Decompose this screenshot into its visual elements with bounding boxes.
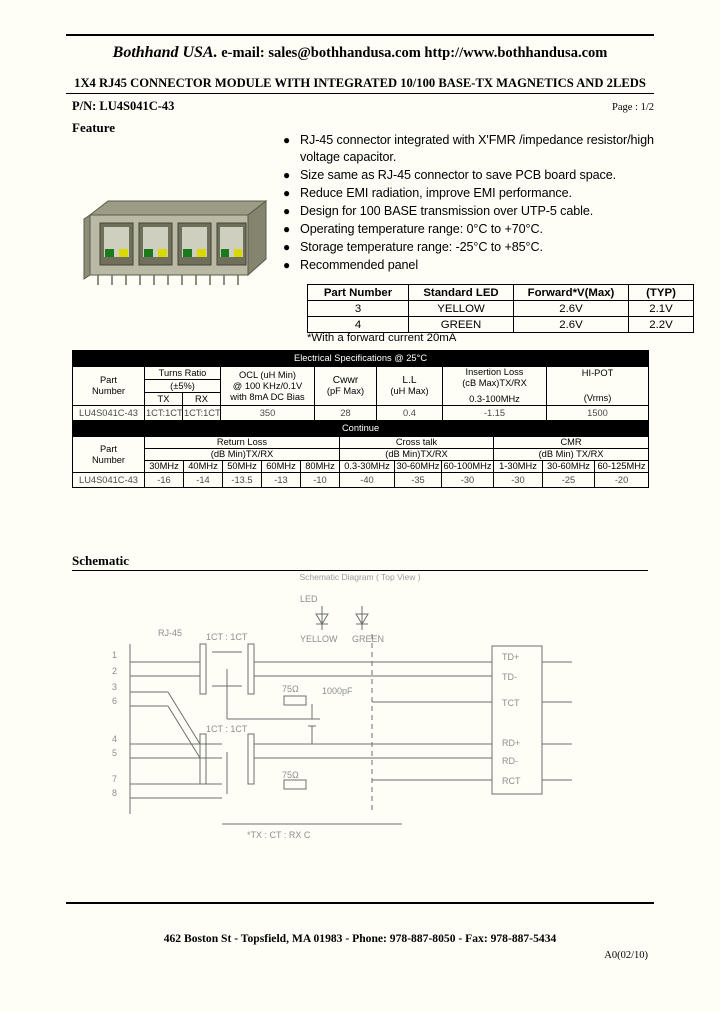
svg-text:6: 6 xyxy=(112,696,118,706)
part-number: P/N: LU4S041C-43 xyxy=(72,99,175,113)
text: (pF Max) xyxy=(326,386,365,396)
spec-table-continue xyxy=(72,420,649,488)
cell-tx: TX xyxy=(145,393,183,406)
cell: -14 xyxy=(184,473,223,488)
cell: 2.6V xyxy=(514,301,629,317)
svg-text:75Ω: 75Ω xyxy=(282,684,299,694)
cell: -30 xyxy=(442,473,494,488)
feature-text: Operating temperature range: 0°C to +70°C. xyxy=(300,222,543,236)
cell: 60-100MHz xyxy=(443,461,492,471)
cell: 40MHz xyxy=(184,461,223,473)
svg-text:RD-: RD- xyxy=(502,756,518,766)
table-row xyxy=(73,473,649,488)
electrical-specifications xyxy=(72,350,648,488)
cell: 30-60MHz xyxy=(395,461,442,473)
text: 0.3-100MHz xyxy=(469,394,520,404)
bullet-icon: ● xyxy=(283,240,291,254)
cell-cross-talk: Cross talk xyxy=(340,437,494,449)
schematic-caption: Schematic Diagram ( Top View ) xyxy=(299,572,421,582)
svg-text:*TX : CT : RX C: *TX : CT : RX C xyxy=(247,830,311,840)
svg-text:3: 3 xyxy=(112,682,118,692)
brand-name: Bothhand USA. xyxy=(112,44,218,61)
svg-text:1000pF: 1000pF xyxy=(322,686,353,696)
cell-ll xyxy=(377,367,443,406)
table-row xyxy=(308,285,694,301)
feature-text: Recommended panel xyxy=(300,258,419,272)
cell: 4 xyxy=(308,317,409,333)
label-rj45: RJ-45 xyxy=(158,628,183,638)
cell: 0.4 xyxy=(377,406,443,421)
text: Number xyxy=(91,386,126,396)
svg-text:YELLOW: YELLOW xyxy=(300,634,338,644)
cell: -1.15 xyxy=(443,406,547,421)
bullet-icon: ● xyxy=(283,258,291,272)
cell: 30-60MHz xyxy=(543,461,595,473)
svg-text:75Ω: 75Ω xyxy=(282,770,299,780)
cell-return-loss: Return Loss xyxy=(145,437,340,449)
bullet-icon: ● xyxy=(283,222,291,236)
title-divider xyxy=(66,93,654,94)
cell-cross-talk-unit: (dB Min)TX/RX xyxy=(340,449,494,461)
cell-part-number-header xyxy=(73,367,145,406)
text: @ 100 KHz/0.1V xyxy=(232,380,303,391)
bullet-icon: ● xyxy=(283,186,291,200)
table-row xyxy=(73,406,649,421)
cell: -10 xyxy=(301,473,340,488)
brand-header xyxy=(66,44,654,62)
list-item xyxy=(283,185,655,202)
text: OCL (uH Min) xyxy=(239,369,296,380)
feature-list xyxy=(283,132,655,275)
cell: GREEN xyxy=(409,317,514,333)
schematic-heading: Schematic xyxy=(72,553,130,568)
svg-text:2: 2 xyxy=(112,666,118,676)
continue-band: Continue xyxy=(73,421,649,437)
cell: 60MHz xyxy=(262,461,301,473)
text: Insertion Loss xyxy=(465,367,524,377)
cell-return-loss-unit: (dB Min)TX/RX xyxy=(145,449,340,461)
table-row xyxy=(73,421,649,437)
cell: -40 xyxy=(340,473,395,488)
schematic-drawing xyxy=(72,584,648,852)
text: Cwwr xyxy=(332,375,359,386)
cell-rx: RX xyxy=(183,393,221,406)
cell-ocl xyxy=(221,367,315,406)
table-row xyxy=(308,317,694,333)
list-item xyxy=(283,132,655,166)
text: L.L xyxy=(402,375,417,386)
svg-text:4: 4 xyxy=(112,734,118,744)
footer-address: 462 Boston St - Topsfield, MA 01983 - Phone: 978-887-8050 - Fax: 978-887-5434 xyxy=(163,932,557,945)
cell: 2.1V xyxy=(629,301,694,317)
cell: -25 xyxy=(543,473,595,488)
feature-text: Design for 100 BASE transmission over UTP-5 cable. xyxy=(300,204,594,218)
svg-text:7: 7 xyxy=(112,774,118,784)
cell: 2.2V xyxy=(629,317,694,333)
list-item xyxy=(283,221,655,238)
footer-divider xyxy=(66,902,654,904)
cell: 0.3-30MHz xyxy=(340,461,395,473)
text: Part xyxy=(99,443,118,454)
cell: 3 xyxy=(308,301,409,317)
svg-text:RD+: RD+ xyxy=(502,738,521,748)
text: Part xyxy=(99,375,118,385)
text: (uH Max) xyxy=(390,386,429,396)
cell-cww xyxy=(315,367,377,406)
list-item xyxy=(283,257,655,274)
cell-cmr: CMR xyxy=(494,437,649,449)
svg-text:TD+: TD+ xyxy=(502,652,520,662)
cell-insertion-loss xyxy=(443,367,547,406)
col-forward-v: Forward*V(Max) xyxy=(514,285,629,301)
schematic-diagram xyxy=(72,572,648,852)
cell-part-number-header xyxy=(73,437,145,473)
top-divider xyxy=(66,34,654,36)
bullet-icon: ● xyxy=(283,168,291,182)
svg-text:GREEN: GREEN xyxy=(352,634,385,644)
svg-text:1CT : 1CT: 1CT : 1CT xyxy=(206,724,248,734)
feature-text: Size same as RJ-45 connector to save PCB board space. xyxy=(300,168,617,182)
cell: 28 xyxy=(315,406,377,421)
cell: 350 xyxy=(221,406,315,421)
spec-table-main xyxy=(72,350,649,421)
schematic-divider xyxy=(72,570,648,571)
text: with 8mA DC Bias xyxy=(230,391,305,402)
list-item xyxy=(283,203,655,220)
cell: 1-30MHz xyxy=(494,461,543,473)
svg-text:LED: LED xyxy=(300,594,318,604)
cell: -13 xyxy=(262,473,301,488)
table-row xyxy=(73,351,649,367)
table-row xyxy=(308,301,694,317)
cell-turns-tolerance: (±5%) xyxy=(145,380,221,393)
document-title: 1X4 RJ45 CONNECTOR MODULE WITH INTEGRATED 10/100 BASE-TX MAGNETICS AND 2LEDS xyxy=(74,76,646,90)
cell: LU4S041C-43 xyxy=(73,473,145,488)
connector-photo xyxy=(78,197,268,289)
svg-text:TD-: TD- xyxy=(502,672,517,682)
cell: 50MHz xyxy=(223,461,262,473)
text: (cB Max)TX/RX xyxy=(462,378,527,388)
svg-text:RCT: RCT xyxy=(502,776,521,786)
cell: 2.6V xyxy=(514,317,629,333)
cell-cmr-unit: (dB Min) TX/RX xyxy=(494,449,649,461)
text: Number xyxy=(91,454,126,465)
cell: 1CT:1CT xyxy=(145,406,183,421)
feature-text: RJ-45 connector integrated with X'FMR /impedance resistor/high voltage capacitor. xyxy=(300,133,654,164)
cell: -35 xyxy=(395,473,442,488)
svg-text:1CT : 1CT: 1CT : 1CT xyxy=(206,632,248,642)
list-item xyxy=(283,167,655,184)
col-part-number: Part Number xyxy=(308,285,409,301)
cell-turns-ratio: Turns Ratio xyxy=(145,367,221,380)
bullet-icon: ● xyxy=(283,133,291,147)
feature-text: Reduce EMI radiation, improve EMI performance. xyxy=(300,186,572,200)
text: HI-POT xyxy=(581,368,614,378)
cell-hipot xyxy=(547,367,649,406)
feature-heading: Feature xyxy=(72,120,116,135)
cell: 30MHz xyxy=(145,461,184,473)
list-item xyxy=(283,239,655,256)
spec-band-title: Electrical Specifications @ 25°C xyxy=(73,351,649,367)
cell: -13.5 xyxy=(223,473,262,488)
cell: -30 xyxy=(494,473,543,488)
cell: -20 xyxy=(595,473,649,488)
cell: -16 xyxy=(145,473,184,488)
cell: LU4S041C-43 xyxy=(73,406,145,421)
table-row xyxy=(73,461,649,473)
bullet-icon: ● xyxy=(283,204,291,218)
led-note: *With a forward current 20mA xyxy=(307,332,457,344)
svg-text:1: 1 xyxy=(112,650,118,660)
cell: 1CT:1CT xyxy=(183,406,221,421)
led-table xyxy=(307,284,694,333)
table-row xyxy=(73,367,649,380)
feature-text: Storage temperature range: -25°C to +85°C. xyxy=(300,240,543,254)
table-row xyxy=(73,437,649,449)
table-row xyxy=(73,449,649,461)
svg-text:TCT: TCT xyxy=(502,698,520,708)
cell: 1500 xyxy=(547,406,649,421)
revision-code: A0(02/10) xyxy=(604,950,648,961)
col-typ: (TYP) xyxy=(629,285,694,301)
text: (Vrms) xyxy=(583,393,612,403)
cell: 80MHz xyxy=(301,461,340,473)
cell: YELLOW xyxy=(409,301,514,317)
svg-text:5: 5 xyxy=(112,748,118,758)
svg-text:8: 8 xyxy=(112,788,118,798)
cell: 60-125MHz xyxy=(595,461,649,473)
col-standard-led: Standard LED xyxy=(409,285,514,301)
page-number: Page : 1/2 xyxy=(612,102,654,113)
brand-contact: e-mail: sales@bothhandusa.com http://www.bothhandusa.com xyxy=(221,45,608,61)
